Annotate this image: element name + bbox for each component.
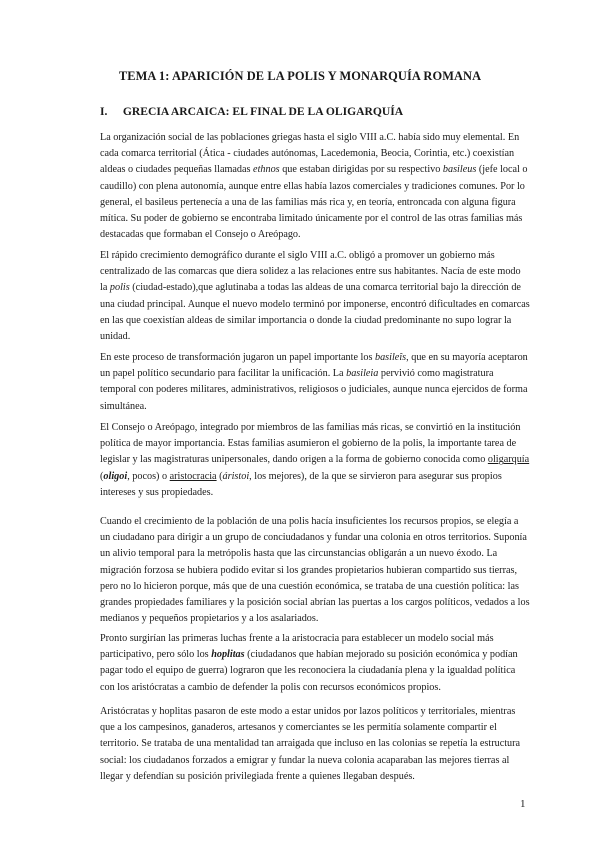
- text-run: pervivió como magistratura temporal con poderes militares, administrativos, religiosos o judiciales, aunque nunca ejercidos de forma simultánea.: [100, 368, 528, 412]
- paragraph-5: [100, 514, 530, 627]
- paragraph-2: [100, 248, 530, 345]
- text-run: , que en su mayoría aceptaron un papel político secundario para facilitar la unificación. La: [100, 352, 528, 380]
- text-run: Aristócratas y hoplitas pasaron de este modo a estar unidos por lazos políticos y territoriales, mientras que a los campesinos, ganaderos, artesanos y comerciantes se les permitía solamente compartir el territorio. Se trataba de una mentalidad tan arraigada que incluso en las colonias se repetía la estructura social: los ciudadanos forzados a emigrar y fundar la nueva colonia acaparaban las mejores tierras al llegar y defendían su posición privilegiada frente a quienes llegaban después.: [100, 706, 521, 782]
- text-run: La organización social de las poblaciones griegas hasta el siglo VIII a.C. había sido muy elemental. En cada comarca territorial (Ática - ciudades autónomas, Lacedemonia, Beocia, Corintia, etc.) coexistían aldeas o ciudades pequeñas llamadas: [100, 132, 520, 176]
- section-title: GRECIA ARCAICA: EL FINAL DE LA OLIGARQUÍA: [122, 105, 404, 118]
- section-heading: [100, 105, 403, 118]
- text-run: , pocos) o: [127, 470, 170, 482]
- paragraph-1: [100, 130, 530, 243]
- text-run: (: [216, 470, 223, 482]
- term-hoplitas: hoplitas: [211, 649, 245, 661]
- term-aristoi: áristoi: [222, 470, 250, 482]
- term-basileis: basileîs: [374, 352, 407, 363]
- text-run: (ciudad-estado),que aglutinaba a todas las aldeas de una comarca territorial bajo la dirección de una ciudad principal. Aunque el nuevo modelo terminó por imponerse, encontró dificultades en comarcas en las que coexistían aldeas de similar importancia o donde la ciudad predominante no supo lograr la unidad.: [100, 282, 530, 343]
- text-run: El rápido crecimiento demográfico durante el siglo VIII a.C. obligó a promover un gobierno más centralizado de las comarcas que diera solidez a las relaciones entre sus habitantes. Nacía de este modo la: [100, 250, 521, 294]
- text-run: Pronto surgirían las primeras luchas frente a la aristocracia para establecer un modelo social más participativo, pero sólo los: [100, 633, 494, 661]
- page-number: 1: [520, 798, 526, 810]
- paragraph-7: [100, 704, 530, 785]
- term-basileia: basileia: [346, 368, 379, 380]
- term-basileus: basileus: [442, 164, 477, 176]
- section-number: I.: [100, 105, 108, 118]
- paragraph-4: [100, 420, 530, 501]
- term-oligoi: oligoi: [103, 470, 128, 482]
- text-run: , los mejores), de la que se sirvieron para asegurar sus propios intereses y sus propiedades.: [100, 470, 502, 498]
- text-run: que estaban dirigidas por su respectivo: [279, 164, 443, 176]
- document-title: TEMA 1: APARICIÓN DE LA POLIS Y MONARQUÍA ROMANA: [118, 69, 482, 83]
- term-ethnos: ethnos: [253, 164, 280, 176]
- term-polis: polis: [109, 282, 130, 294]
- text-run: El Consejo o Areópago, integrado por miembros de las familias más ricas, se convirtió en la institución política de mayor importancia. Estas familias asumieron el gobierno de la polis, la importante tarea de legislar y las magistraturas unipersonales, dando origen a la forma de gobierno conocida como: [100, 422, 521, 466]
- paragraph-6: [100, 631, 530, 696]
- text-run: (ciudadanos que habían mejorado su posición económica y podían pagar todo el equipo de guerra) lograron que les reconociera la ciudadanía plena y la igualdad política con los aristócratas a cambio de defender la polis con recursos económicos propios.: [100, 649, 518, 693]
- paragraph-3: [100, 350, 530, 415]
- text-run: Cuando el crecimiento de la población de una polis hacía insuficientes los recursos propios, se elegía a un ciudadano para dirigir a un grupo de conciudadanos y fundar una colonia en otros territorios. Suponía un alivio temporal para la metrópolis hasta que las circunstancias obligarán a un nuevo éxodo. La migración forzosa se hubiera podido evitar si los grandes propietarios hubieran compartido sus tierras, pero no lo hicieron porque, más que de una cuestión económica, se trataba de una cuestión política: las grandes propiedades familiares y la posición social abrían las puertas a los cargos políticos, vedados a los medianos y pequeños propietarios y a los asalariados.: [100, 516, 530, 625]
- term-oligarquia: oligarquía: [487, 454, 530, 466]
- term-aristocracia: aristocracia: [169, 470, 217, 482]
- text-run: (: [100, 470, 104, 482]
- text-run: (jefe local o caudillo) con plena autonomía, aunque entre ellas había lazos comerciales y tradiciones comunes. Por lo general, el basileus pertenecía a una de las familias más rica y, en teoría, entroncada con alguna figura mítica. Su poder de gobierno se encontraba limitado únicamente por el control de las otras familias más destacadas que formaban el Consejo o Areópago.: [100, 164, 528, 241]
- text-run: En este proceso de transformación jugaron un papel importante los: [100, 352, 375, 363]
